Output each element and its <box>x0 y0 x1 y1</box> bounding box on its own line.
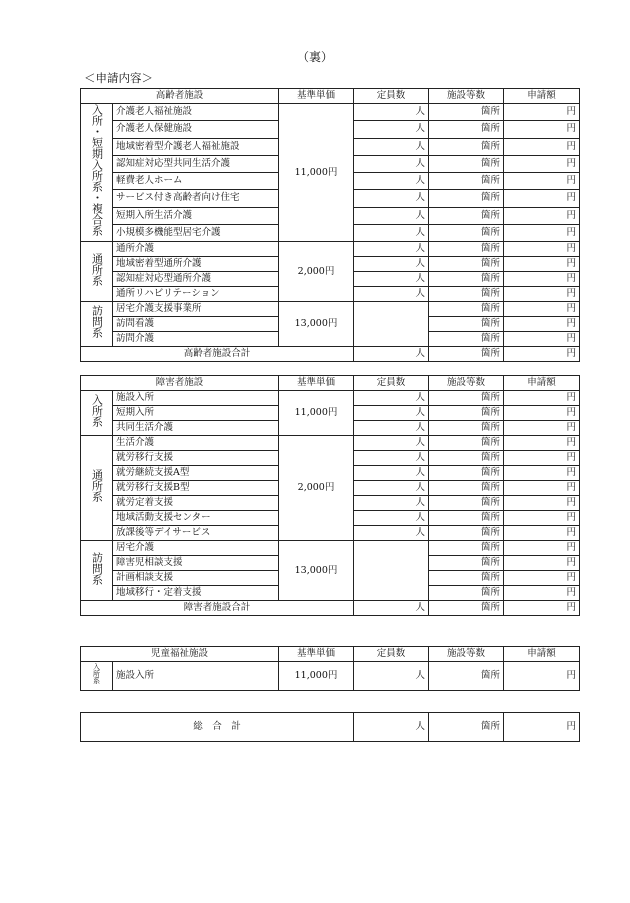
amount-cell[interactable]: 円 <box>504 138 580 155</box>
base-price-cell: 2,000円 <box>279 242 354 302</box>
amount-cell[interactable]: 円 <box>504 272 580 287</box>
facility-count-cell[interactable]: 箇所 <box>429 511 504 526</box>
capacity-cell[interactable]: 人 <box>354 224 429 241</box>
amount-cell[interactable]: 円 <box>504 421 580 436</box>
facility-count-cell[interactable]: 箇所 <box>429 451 504 466</box>
facility-name: 小規模多機能型居宅介護 <box>113 224 279 241</box>
facility-count-header: 施設等数 <box>429 647 504 662</box>
facility-count-cell[interactable]: 箇所 <box>429 224 504 241</box>
amount-cell[interactable]: 円 <box>504 391 580 406</box>
amount-cell[interactable]: 円 <box>504 571 580 586</box>
grand-total-facility-count[interactable]: 箇所 <box>429 713 504 742</box>
facility-name: 居宅介護 <box>113 541 279 556</box>
capacity-header: 定員数 <box>354 647 429 662</box>
amount-cell[interactable]: 円 <box>504 121 580 138</box>
disabled-facilities-table <box>80 375 580 616</box>
amount-header: 申請額 <box>504 376 580 391</box>
facility-name: 介護老人福祉施設 <box>113 104 279 121</box>
table-row <box>81 104 580 121</box>
facility-name: 短期入所生活介護 <box>113 207 279 224</box>
page-title: （裏） <box>296 50 333 64</box>
base-price-cell: 13,000円 <box>279 302 354 347</box>
total-facility-count-cell[interactable]: 箇所 <box>429 601 504 616</box>
capacity-cell[interactable]: 人 <box>354 421 429 436</box>
amount-cell[interactable]: 円 <box>504 556 580 571</box>
base-price-cell: 13,000円 <box>279 541 354 601</box>
facility-name: 地域密着型介護老人福祉施設 <box>113 138 279 155</box>
facility-count-cell[interactable]: 箇所 <box>429 121 504 138</box>
facility-name: 施設入所 <box>113 662 279 691</box>
category-label <box>81 242 113 302</box>
amount-cell[interactable]: 円 <box>504 526 580 541</box>
amount-cell[interactable]: 円 <box>504 406 580 421</box>
facility-name: 障害児相談支援 <box>113 556 279 571</box>
capacity-cell[interactable]: 人 <box>354 466 429 481</box>
table-row <box>81 662 580 691</box>
facility-count-cell[interactable]: 箇所 <box>429 541 504 556</box>
base-price-cell: 11,000円 <box>279 391 354 436</box>
capacity-cell[interactable]: 人 <box>354 138 429 155</box>
facility-name: 訪問看護 <box>113 317 279 332</box>
amount-cell[interactable]: 円 <box>504 317 580 332</box>
capacity-cell[interactable]: 人 <box>354 207 429 224</box>
total-capacity-cell[interactable]: 人 <box>354 347 429 362</box>
capacity-cell[interactable]: 人 <box>354 121 429 138</box>
base-price-cell: 11,000円 <box>279 104 354 242</box>
base-price-cell: 11,000円 <box>279 662 354 691</box>
capacity-cell[interactable]: 人 <box>354 481 429 496</box>
facility-name: 地域密着型通所介護 <box>113 257 279 272</box>
facility-name: 短期入所 <box>113 406 279 421</box>
category-label <box>81 662 113 691</box>
facility-count-cell[interactable]: 箇所 <box>429 571 504 586</box>
capacity-header: 定員数 <box>354 89 429 104</box>
capacity-cell[interactable]: 人 <box>354 451 429 466</box>
amount-cell[interactable]: 円 <box>504 104 580 121</box>
amount-cell[interactable]: 円 <box>504 287 580 302</box>
total-facility-count-cell[interactable]: 箇所 <box>429 347 504 362</box>
facility-count-header: 施設等数 <box>429 89 504 104</box>
capacity-cell[interactable]: 人 <box>354 155 429 172</box>
facility-count-cell[interactable]: 箇所 <box>429 207 504 224</box>
table-row <box>81 242 580 257</box>
disabled-header: 障害者施設 <box>81 376 279 391</box>
facility-count-cell[interactable]: 箇所 <box>429 496 504 511</box>
facility-count-cell[interactable]: 箇所 <box>429 190 504 207</box>
category-label-text: 入所・短期入所系・複合系 <box>90 104 104 236</box>
total-amount-cell[interactable]: 円 <box>504 347 580 362</box>
amount-header: 申請額 <box>504 647 580 662</box>
facility-name: 認知症対応型通所介護 <box>113 272 279 287</box>
facility-count-cell[interactable]: 箇所 <box>429 242 504 257</box>
capacity-cell[interactable]: 人 <box>354 406 429 421</box>
capacity-cell[interactable]: 人 <box>354 511 429 526</box>
elderly-header: 高齢者施設 <box>81 89 279 104</box>
facility-name: サービス付き高齢者向け住宅 <box>113 190 279 207</box>
facility-name: 放課後等デイサービス <box>113 526 279 541</box>
table-row <box>81 302 580 317</box>
facility-name: 就労継続支援A型 <box>113 466 279 481</box>
facility-count-cell[interactable]: 箇所 <box>429 104 504 121</box>
facility-name: 地域活動支援センター <box>113 511 279 526</box>
facility-count-cell[interactable]: 箇所 <box>429 155 504 172</box>
amount-cell[interactable]: 円 <box>504 155 580 172</box>
total-row <box>81 347 580 362</box>
capacity-cell[interactable]: 人 <box>354 272 429 287</box>
facility-count-cell[interactable]: 箇所 <box>429 173 504 190</box>
capacity-cell[interactable]: 人 <box>354 391 429 406</box>
facility-count-cell[interactable]: 箇所 <box>429 436 504 451</box>
amount-cell[interactable]: 円 <box>504 662 580 691</box>
total-amount-cell[interactable]: 円 <box>504 601 580 616</box>
table-row <box>81 541 580 556</box>
base-price-header: 基準単価 <box>279 647 354 662</box>
facility-name: 生活介護 <box>113 436 279 451</box>
capacity-cell-blank <box>354 302 429 347</box>
facility-count-cell[interactable]: 箇所 <box>429 302 504 317</box>
amount-cell[interactable]: 円 <box>504 511 580 526</box>
capacity-cell[interactable]: 人 <box>354 436 429 451</box>
amount-cell[interactable]: 円 <box>504 257 580 272</box>
facility-name: 就労定着支援 <box>113 496 279 511</box>
facility-count-cell[interactable]: 箇所 <box>429 466 504 481</box>
amount-cell[interactable]: 円 <box>504 190 580 207</box>
amount-cell[interactable]: 円 <box>504 451 580 466</box>
facility-count-cell[interactable]: 箇所 <box>429 406 504 421</box>
facility-name: 地域移行・定着支援 <box>113 586 279 601</box>
table-header-row <box>81 647 580 662</box>
facility-name: 居宅介護支援事業所 <box>113 302 279 317</box>
base-price-cell: 2,000円 <box>279 436 354 541</box>
grand-total-capacity[interactable]: 人 <box>354 713 429 742</box>
facility-count-cell[interactable]: 箇所 <box>429 586 504 601</box>
base-price-header: 基準単価 <box>279 376 354 391</box>
category-label-text: 通所系 <box>90 252 104 286</box>
category-label-text: 入所系 <box>92 663 101 684</box>
facility-count-cell[interactable]: 箇所 <box>429 662 504 691</box>
facility-count-cell[interactable]: 箇所 <box>429 287 504 302</box>
facility-name: 共同生活介護 <box>113 421 279 436</box>
facility-name: 認知症対応型共同生活介護 <box>113 155 279 172</box>
amount-cell[interactable]: 円 <box>504 224 580 241</box>
category-label <box>81 541 113 601</box>
facility-name: 施設入所 <box>113 391 279 406</box>
facility-count-header: 施設等数 <box>429 376 504 391</box>
table-row <box>81 391 580 406</box>
facility-count-cell[interactable]: 箇所 <box>429 317 504 332</box>
capacity-cell[interactable]: 人 <box>354 190 429 207</box>
category-label-text: 訪問系 <box>90 305 104 338</box>
amount-header: 申請額 <box>504 89 580 104</box>
total-row <box>81 601 580 616</box>
capacity-header: 定員数 <box>354 376 429 391</box>
facility-name: 介護老人保健施設 <box>113 121 279 138</box>
amount-cell[interactable]: 円 <box>504 242 580 257</box>
facility-count-cell[interactable]: 箇所 <box>429 391 504 406</box>
table-row <box>81 436 580 451</box>
amount-cell[interactable]: 円 <box>504 466 580 481</box>
category-label-text: 入所系 <box>90 394 104 427</box>
capacity-cell[interactable]: 人 <box>354 287 429 302</box>
section-heading: ＜申請内容＞ <box>84 71 153 85</box>
amount-cell[interactable]: 円 <box>504 586 580 601</box>
category-label <box>81 104 113 242</box>
grand-total-label: 総 合 計 <box>81 713 354 742</box>
facility-count-cell[interactable]: 箇所 <box>429 526 504 541</box>
grand-total-row <box>81 713 580 742</box>
capacity-cell[interactable]: 人 <box>354 526 429 541</box>
capacity-cell[interactable]: 人 <box>354 496 429 511</box>
facility-name: 訪問介護 <box>113 332 279 347</box>
facility-count-cell[interactable]: 箇所 <box>429 272 504 287</box>
amount-cell[interactable]: 円 <box>504 302 580 317</box>
category-label <box>81 302 113 347</box>
table-header-row <box>81 89 580 104</box>
amount-cell[interactable]: 円 <box>504 496 580 511</box>
capacity-cell[interactable]: 人 <box>354 242 429 257</box>
amount-cell[interactable]: 円 <box>504 173 580 190</box>
category-label <box>81 436 113 541</box>
base-price-header: 基準単価 <box>279 89 354 104</box>
facility-count-cell[interactable]: 箇所 <box>429 257 504 272</box>
facility-count-cell[interactable]: 箇所 <box>429 481 504 496</box>
facility-name: 通所リハビリテーション <box>113 287 279 302</box>
table-header-row <box>81 376 580 391</box>
facility-count-cell[interactable]: 箇所 <box>429 421 504 436</box>
grand-total-amount[interactable]: 円 <box>504 713 580 742</box>
child-welfare-table <box>80 646 580 691</box>
facility-name: 通所介護 <box>113 242 279 257</box>
capacity-cell[interactable]: 人 <box>354 257 429 272</box>
capacity-cell-blank <box>354 541 429 601</box>
elderly-facilities-table <box>80 88 580 362</box>
facility-name: 軽費老人ホーム <box>113 173 279 190</box>
category-label <box>81 391 113 436</box>
amount-cell[interactable]: 円 <box>504 332 580 347</box>
category-label-text: 訪問系 <box>90 551 104 585</box>
facility-count-cell[interactable]: 箇所 <box>429 556 504 571</box>
disabled-total-label: 障害者施設合計 <box>81 601 354 616</box>
facility-name: 計画相談支援 <box>113 571 279 586</box>
amount-cell[interactable]: 円 <box>504 541 580 556</box>
capacity-cell[interactable]: 人 <box>354 662 429 691</box>
elderly-total-label: 高齢者施設合計 <box>81 347 354 362</box>
facility-name: 就労移行支援B型 <box>113 481 279 496</box>
facility-count-cell[interactable]: 箇所 <box>429 138 504 155</box>
capacity-cell[interactable]: 人 <box>354 173 429 190</box>
amount-cell[interactable]: 円 <box>504 436 580 451</box>
amount-cell[interactable]: 円 <box>504 207 580 224</box>
amount-cell[interactable]: 円 <box>504 481 580 496</box>
facility-count-cell[interactable]: 箇所 <box>429 332 504 347</box>
category-label-text: 通所系 <box>90 469 104 502</box>
facility-name: 就労移行支援 <box>113 451 279 466</box>
grand-total-table <box>80 712 580 742</box>
capacity-cell[interactable]: 人 <box>354 104 429 121</box>
child-header: 児童福祉施設 <box>81 647 279 662</box>
total-capacity-cell[interactable]: 人 <box>354 601 429 616</box>
